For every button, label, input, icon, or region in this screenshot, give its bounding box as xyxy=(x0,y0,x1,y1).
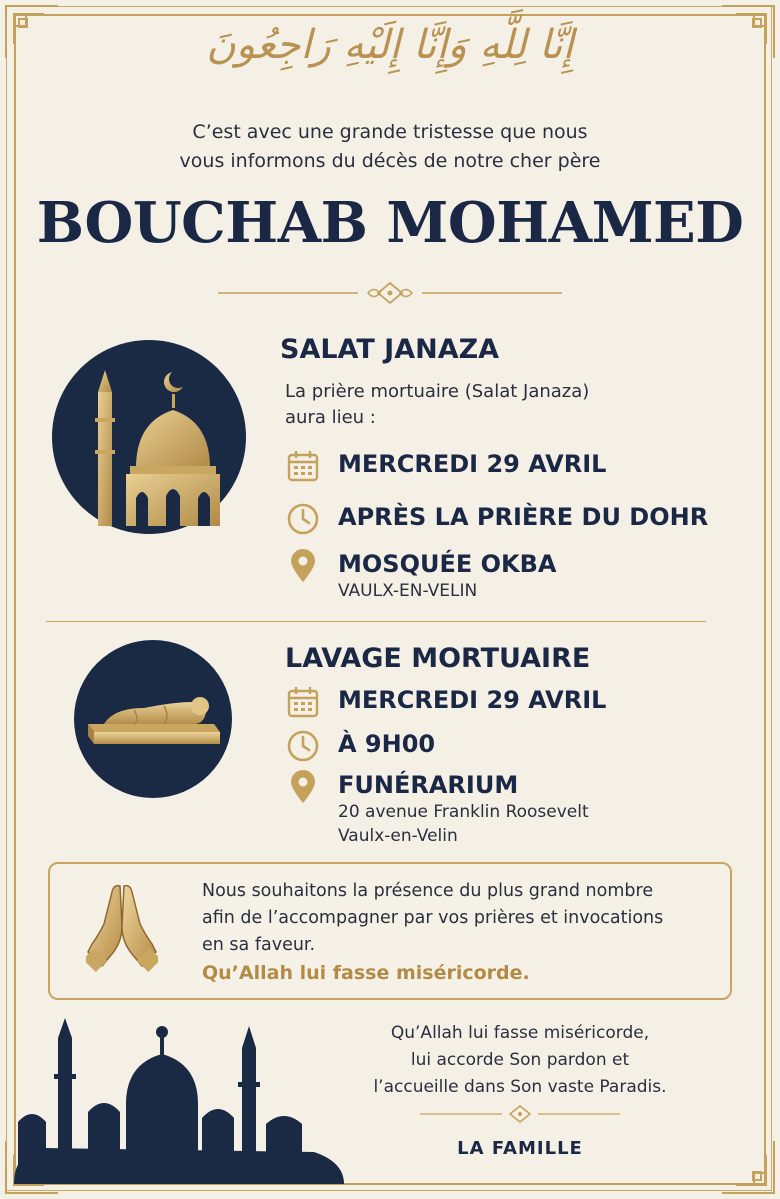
location-pin-icon xyxy=(286,770,320,804)
lavage-address-line: 20 avenue Franklin Roosevelt xyxy=(338,802,589,822)
washing-illustration xyxy=(74,640,232,798)
lavage-title: LAVAGE MORTUAIRE xyxy=(285,643,591,674)
lavage-date-row xyxy=(286,685,606,719)
location-pin-icon xyxy=(286,549,320,583)
lavage-date: MERCREDI 29 AVRIL xyxy=(338,686,607,714)
salat-date: MERCREDI 29 AVRIL xyxy=(338,450,607,478)
closing-prayer xyxy=(330,1020,710,1101)
calendar-icon xyxy=(286,685,320,719)
lavage-address-line: Vaulx-en-Velin xyxy=(338,826,458,846)
salat-subtitle xyxy=(285,379,589,431)
intro-text xyxy=(0,118,780,176)
salat-time-row xyxy=(286,502,708,536)
closing-line: Qu’Allah lui fasse miséricorde, xyxy=(390,1023,650,1043)
invitation-line: Nous souhaitons la présence du plus grand nombre xyxy=(202,881,654,901)
calendar-icon xyxy=(286,449,320,483)
invitation-line: en sa faveur. xyxy=(202,935,316,955)
family-signature: LA FAMILLE xyxy=(457,1138,583,1159)
salat-time: APRÈS LA PRIÈRE DU DOHR xyxy=(338,503,709,531)
praying-hands-icon xyxy=(86,880,158,972)
salat-place-row xyxy=(286,549,556,603)
deceased-name: BOUCHAB MOHAMED xyxy=(36,190,744,256)
shrouded-body-icon xyxy=(74,640,232,798)
closing-line: l’accueille dans Son vaste Paradis. xyxy=(373,1077,667,1097)
lavage-time: À 9H00 xyxy=(338,730,436,758)
invitation-line: afin de l’accompagner par vos prières et invocations xyxy=(202,908,664,928)
clock-icon xyxy=(286,502,320,536)
intro-line: vous informons du décès de notre cher père xyxy=(179,150,601,172)
salat-subtitle-line: aura lieu : xyxy=(285,407,376,428)
small-ornament-icon xyxy=(420,1104,620,1124)
arabic-verse: إِنَّا لِلَّهِ وَإِنَّا إِلَيْهِ رَاجِعُونَ xyxy=(206,22,574,68)
invitation-text xyxy=(202,878,722,959)
salat-date-row xyxy=(286,449,606,483)
section-divider xyxy=(46,621,706,622)
lavage-place-row xyxy=(286,770,589,848)
corner-ornament-icon xyxy=(716,1135,780,1199)
clock-icon xyxy=(286,729,320,763)
salat-subtitle-line: La prière mortuaire (Salat Janaza) xyxy=(285,381,590,402)
salat-title: SALAT JANAZA xyxy=(280,334,500,365)
lavage-place: FUNÉRARIUM xyxy=(338,771,519,799)
salat-city: VAULX-EN-VELIN xyxy=(338,581,478,601)
mosque-illustration xyxy=(52,340,246,534)
intro-line: C’est avec une grande tristesse que nous xyxy=(192,121,588,143)
salat-place: MOSQUÉE OKBA xyxy=(338,550,557,578)
invitation-box xyxy=(48,862,732,1000)
closing-line: lui accorde Son pardon et xyxy=(410,1050,630,1070)
lavage-time-row xyxy=(286,729,435,763)
invitation-blessing: Qu’Allah lui fasse miséricorde. xyxy=(202,962,530,984)
mosque-icon xyxy=(52,340,246,534)
mosque-skyline-icon xyxy=(14,1012,344,1184)
ornamental-divider-icon xyxy=(218,281,562,305)
